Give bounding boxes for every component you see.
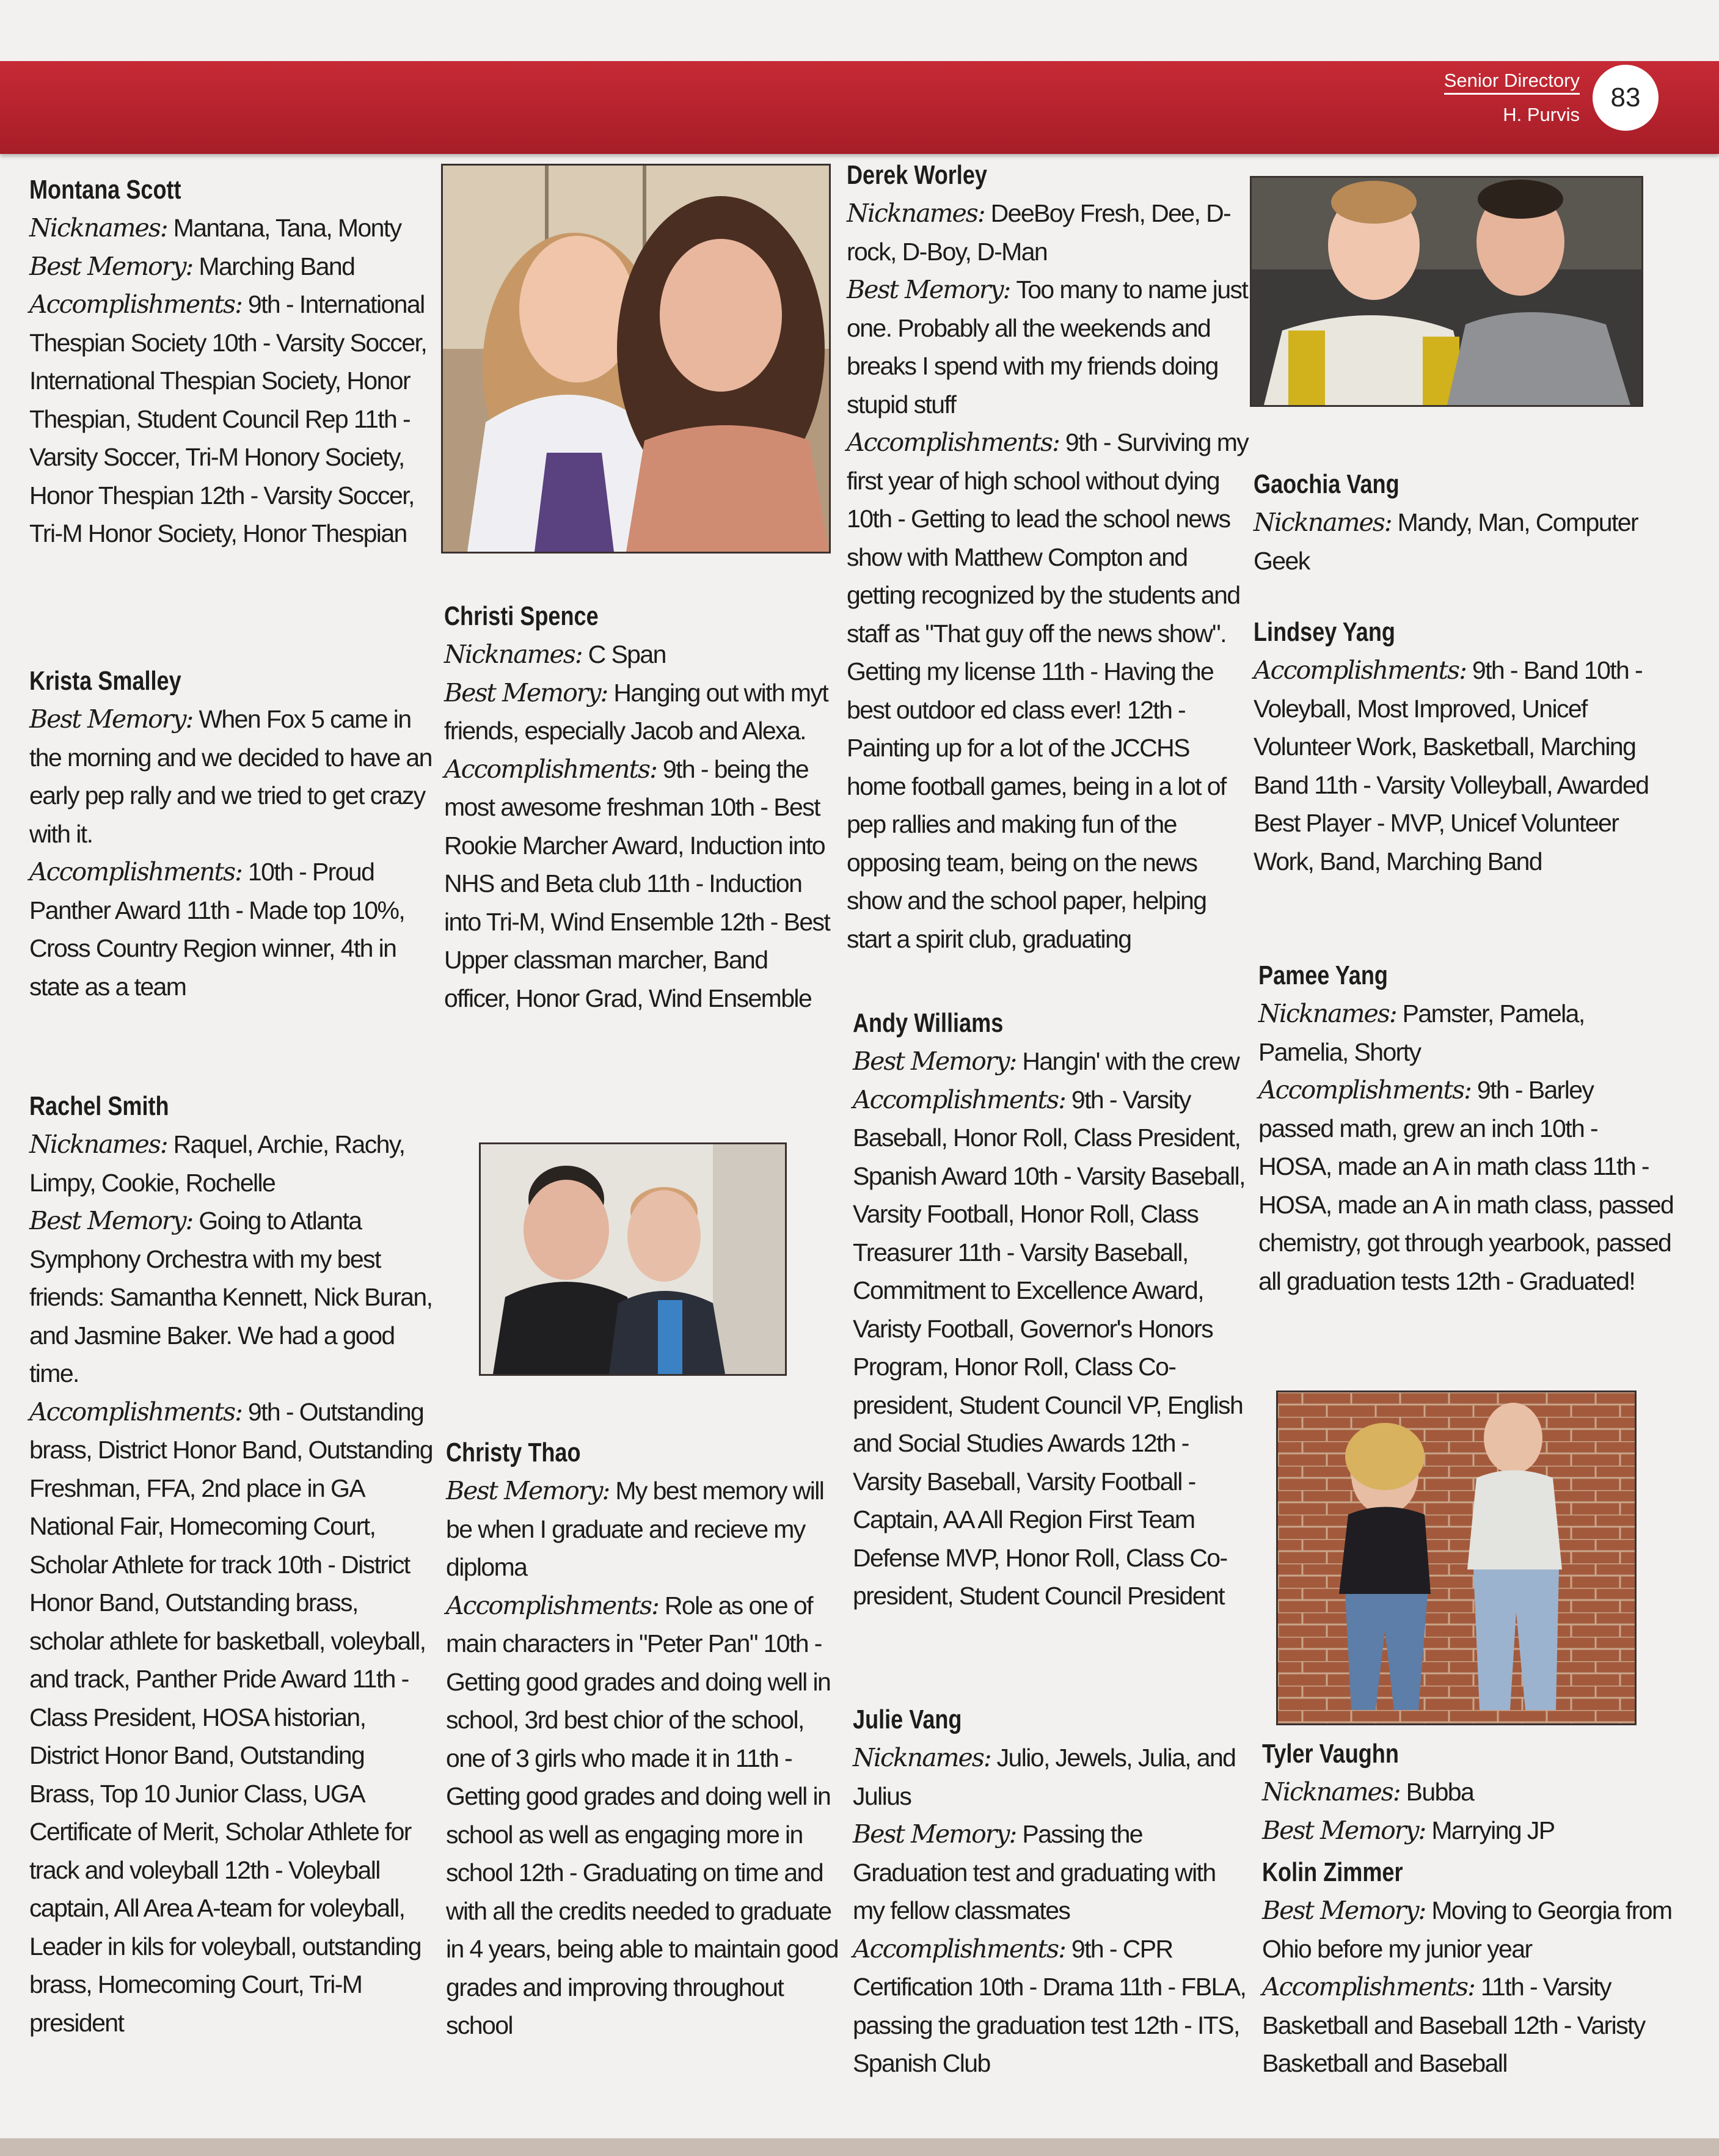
senior-name: Andy Williams: [853, 1008, 1004, 1038]
accomplishments: Accomplishments: 9th - International Thespian Society 10th - Varsity Soccer, International Thespian Society, Honor Thespian, Student Council Rep 11th - Varsity Soccer, Tri-M Honory Society, Honor Thespian 12th - Varsity Soccer, Tri-M Honor Society, Honor Thespian: [29, 290, 427, 547]
best-memory: Best Memory: Marching Band: [29, 251, 355, 281]
photo-two-girls: [441, 164, 831, 554]
section-title: Senior Directory: [1444, 70, 1580, 95]
accomplishments: Accomplishments: 10th - Proud Panther Award 11th - Made top 10%, Cross Country Region winner, 4th in state as a team: [29, 857, 405, 1001]
accomplishments: Accomplishments: 9th - Surviving my first year of high school without dying 10th - Getting to lead the school news show with Matthew Compton and getting recognized by the students and staff as "That guy off the news show". Getting my license 11th - Having the best outdoor ed class ever! 12th - Painting up for a lot of the JCCHS home football games, being in a lot of pep rallies and making fun of the opposing team, being on the news show and the school paper, helping start a spirit club, graduating: [847, 428, 1249, 953]
page-number: 83: [1593, 65, 1659, 131]
entry-pamee-yang: [1258, 960, 1674, 1300]
best-memory: Best Memory: Marrying JP: [1262, 1815, 1555, 1845]
page-bottom-edge: [0, 2138, 1719, 2156]
entry-andy-williams: [853, 1008, 1250, 1615]
senior-name: Krista Smalley: [29, 666, 181, 696]
accomplishments: Accomplishments: 9th - Varsity Baseball, Honor Roll, Class President, Spanish Award 10th - Varsity Baseball, Varsity Football, Honor Roll, Class Treasurer 11th - Varsity Baseball, Commitment to Excellence Award, Varisty Football, Governor's Honors Program, Honor Roll, Class Co-president, Student Council VP, English and Social Studies Awards 12th - Varsity Baseball, Varsity Football - Captain, AA All Region First Team Defense MVP, Honor Roll, Class Co-president, Student Council President: [853, 1084, 1245, 1610]
best-memory: Best Memory: My best memory will be when I graduate and recieve my diploma: [446, 1476, 824, 1581]
best-memory: Best Memory: Too many to name just one. Probably all the weekends and breaks I spend with my friends doing stupid stuff: [847, 275, 1248, 418]
accomplishments: Accomplishments: 9th - Band 10th - Voleyball, Most Improved, Unicef Volunteer Work, Basketball, Marching Band 11th - Varsity Volleyball, Awarded Best Player - MVP, Unicef Volunteer Work, Band, Marching Band: [1254, 656, 1649, 875]
nicknames: Nicknames: Pamster, Pamela, Pamelia, Shorty: [1258, 999, 1585, 1066]
best-memory: Best Memory: Hanging out with myt friends, especially Jacob and Alexa.: [444, 678, 828, 745]
senior-name: Tyler Vaughn: [1262, 1739, 1399, 1769]
accomplishments: Accomplishments: 11th - Varsity Basketball and Baseball 12th - Varisty Basketball and Baseball: [1262, 1972, 1645, 2077]
entry-krista-smalley: [29, 666, 439, 1006]
accomplishments: Accomplishments: 9th - Barley passed math, grew an inch 10th - HOSA, made an A in math class 11th - HOSA, made an A in math class, passed chemistry, got through yearbook, passed all graduation tests 12th - Graduated!: [1258, 1075, 1674, 1295]
senior-name: Julie Vang: [853, 1705, 962, 1734]
nicknames: Nicknames: Mantana, Tana, Monty: [29, 213, 401, 243]
entry-julie-vang: [853, 1705, 1250, 2083]
nicknames: Nicknames: Raquel, Archie, Rachy, Limpy, Cookie, Rochelle: [29, 1130, 405, 1197]
best-memory: Best Memory: When Fox 5 came in the morning and we decided to have an early pep rally and we tried to get crazy with it.: [29, 704, 432, 848]
senior-name: Derek Worley: [847, 160, 987, 190]
entry-kolin-zimmer: [1262, 1857, 1677, 2083]
accomplishments: Accomplishments: 9th - Outstanding brass, District Honor Band, Outstanding Freshman, FFA, 2nd place in GA National Fair, Homecoming Court, Scholar Athlete for track 10th - District Honor Band, Outstanding brass, scholar athlete for basketball, voleyball, and track, Panther Pride Award 11th - Class President, HOSA historian, District Honor Band, Outstanding Brass, Top 10 Junior Class, UGA Certificate of Merit, Scholar Athlete for track and voleyball 12th - Voleyball captain, All Area A-team for voleyball, Leader in kils for voleyball, outstanding brass, Homecoming Court, Tri-M president: [29, 1397, 432, 2037]
nicknames: Nicknames: Bubba: [1262, 1777, 1474, 1807]
senior-name: Lindsey Yang: [1254, 617, 1395, 647]
entry-christy-thao: [446, 1438, 843, 2045]
best-memory: Best Memory: Hangin' with the crew: [853, 1047, 1239, 1076]
entry-montana-scott: [29, 175, 432, 553]
senior-name: Rachel Smith: [29, 1091, 169, 1121]
nicknames: Nicknames: Julio, Jewels, Julia, and Julius: [853, 1743, 1236, 1810]
teacher-name: H. Purvis: [1503, 104, 1580, 125]
entry-rachel-smith: [29, 1091, 432, 2042]
entry-lindsey-yang: [1254, 617, 1669, 880]
best-memory: Best Memory: Moving to Georgia from Ohio before my junior year: [1262, 1896, 1672, 1963]
senior-name: Christi Spence: [444, 601, 599, 631]
senior-name: Montana Scott: [29, 175, 181, 205]
entry-gaochia-vang: [1254, 469, 1669, 580]
photo-brick-wall-couple: [1276, 1390, 1637, 1725]
entry-derek-worley: [847, 160, 1250, 958]
photo-two-boys: [479, 1142, 787, 1376]
nicknames: Nicknames: C Span: [444, 640, 666, 669]
accomplishments: Accomplishments: 9th - being the most awesome freshman 10th - Best Rookie Marcher Award, Induction into NHS and Beta club 11th - Induction into Tri-M, Wind Ensemble 12th - Best Upper classman marcher, Band officer, Honor Grad, Wind Ensemble: [444, 754, 830, 1012]
accomplishments: Accomplishments: Role as one of main characters in "Peter Pan" 10th - Getting good grades and doing well in school, 3rd best chior of the school, one of 3 girls who made it in 11th - Getting good grades and doing well in school as well as engaging more in school 12th - Graduating on time and with all the credits needed to graduate in 4 years, being able to maintain good grades and improving throughout school: [446, 1590, 838, 2039]
entry-christi-spence: [444, 601, 835, 1017]
best-memory: Best Memory: Going to Atlanta Symphony Orchestra with my best friends: Samantha Kennett, Nick Buran, and Jasmine Baker. We had a good time.: [29, 1206, 432, 1387]
nicknames: Nicknames: DeeBoy Fresh, Dee, D-rock, D-Boy, D-Man: [847, 199, 1231, 266]
photo-derek-and-friend: [1250, 176, 1643, 407]
nicknames: Nicknames: Mandy, Man, Computer Geek: [1254, 508, 1638, 575]
entry-tyler-vaughn: [1262, 1739, 1677, 1849]
senior-name: Pamee Yang: [1258, 960, 1388, 990]
senior-name: Gaochia Vang: [1254, 469, 1400, 499]
senior-name: Christy Thao: [446, 1438, 581, 1467]
best-memory: Best Memory: Passing the Graduation test and graduating with my fellow classmates: [853, 1819, 1216, 1924]
senior-name: Kolin Zimmer: [1262, 1857, 1403, 1887]
accomplishments: Accomplishments: 9th - CPR Certification 10th - Drama 11th - FBLA, passing the graduation test 12th - ITS, Spanish Club: [853, 1934, 1246, 2077]
